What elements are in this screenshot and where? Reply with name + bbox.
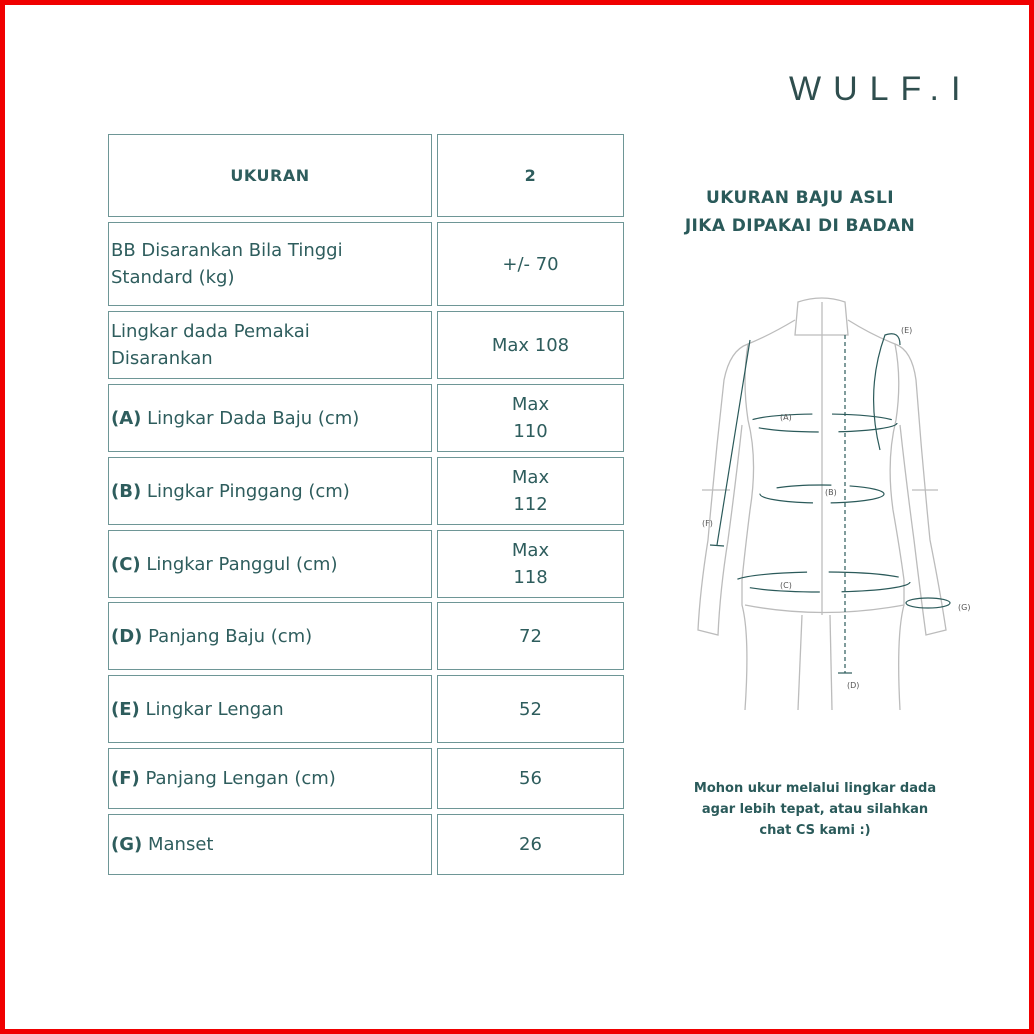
table-row-value [437, 222, 624, 306]
table-row-label [108, 675, 432, 743]
measurement-note: Mohon ukur melalui lingkar dada agar lebih tepat, atau silahkan chat CS kami :) [693, 781, 937, 838]
row-label-text: Panjang Lengan (cm) [145, 768, 336, 789]
table-row-value [437, 748, 624, 809]
table-row-label [108, 222, 432, 306]
garment-measurement-figure [690, 290, 980, 720]
table-row-label [108, 530, 432, 598]
row-value-text: 52 [519, 698, 542, 720]
garment-outline [698, 298, 946, 710]
row-code: (F) [111, 768, 140, 789]
table-row-value [437, 602, 624, 670]
table-header-label [108, 134, 432, 217]
table-row-value [437, 814, 624, 875]
row-value-text: Max 108 [491, 334, 570, 356]
marker-e: (E) [901, 326, 913, 335]
table-row-value [437, 311, 624, 379]
row-code: (B) [111, 480, 142, 502]
panel-title-line1: UKURAN BAJU ASLI [706, 188, 894, 208]
brand-logo: WULF.I [789, 70, 973, 108]
header-label-text: UKURAN [230, 166, 310, 185]
row-label-text: BB Disarankan Bila Tinggi Standard (kg) [111, 240, 343, 288]
table-row-label [108, 814, 432, 875]
table-row-value [437, 457, 624, 525]
row-value-text: 56 [519, 768, 542, 789]
panel-title [650, 184, 950, 240]
table-row-value [437, 530, 624, 598]
row-code: (G) [111, 834, 143, 855]
row-label-text: Manset [147, 834, 214, 855]
row-code: (E) [111, 698, 140, 720]
row-value-text: 26 [519, 834, 542, 855]
row-code: (C) [111, 553, 141, 575]
table-row-label [108, 311, 432, 379]
table-header-size [437, 134, 624, 217]
row-label-text: Lingkar Pinggang (cm) [146, 480, 350, 502]
header-size-text: 2 [524, 166, 537, 185]
row-value-text: 72 [519, 625, 542, 647]
table-row-value [437, 675, 624, 743]
marker-c: (C) [780, 581, 792, 590]
row-code: (D) [111, 625, 143, 647]
panel-title-line2: JIKA DIPAKAI DI BADAN [684, 216, 916, 236]
table-row-label [108, 602, 432, 670]
table-row-label [108, 457, 432, 525]
table-row-label [108, 748, 432, 809]
marker-b: (B) [825, 488, 837, 497]
row-code: (A) [111, 407, 142, 429]
marker-g: (G) [958, 603, 971, 612]
marker-d: (D) [847, 681, 860, 690]
row-label-text: Lingkar Lengan [145, 698, 284, 720]
row-value-text: Max 118 [511, 540, 550, 588]
row-label-text: Lingkar Panggul (cm) [146, 553, 338, 575]
table-row-value [437, 384, 624, 452]
row-label-text: Lingkar Dada Baju (cm) [147, 407, 360, 429]
row-value-text: +/- 70 [502, 253, 559, 275]
row-value-text: Max 112 [511, 467, 550, 515]
row-value-text: Max 110 [511, 394, 550, 442]
marker-a: (A) [780, 413, 792, 422]
row-label-text: Lingkar dada Pemakai Disarankan [111, 321, 310, 369]
row-label-text: Panjang Baju (cm) [148, 625, 313, 647]
marker-f: (F) [702, 519, 713, 528]
table-row-label [108, 384, 432, 452]
